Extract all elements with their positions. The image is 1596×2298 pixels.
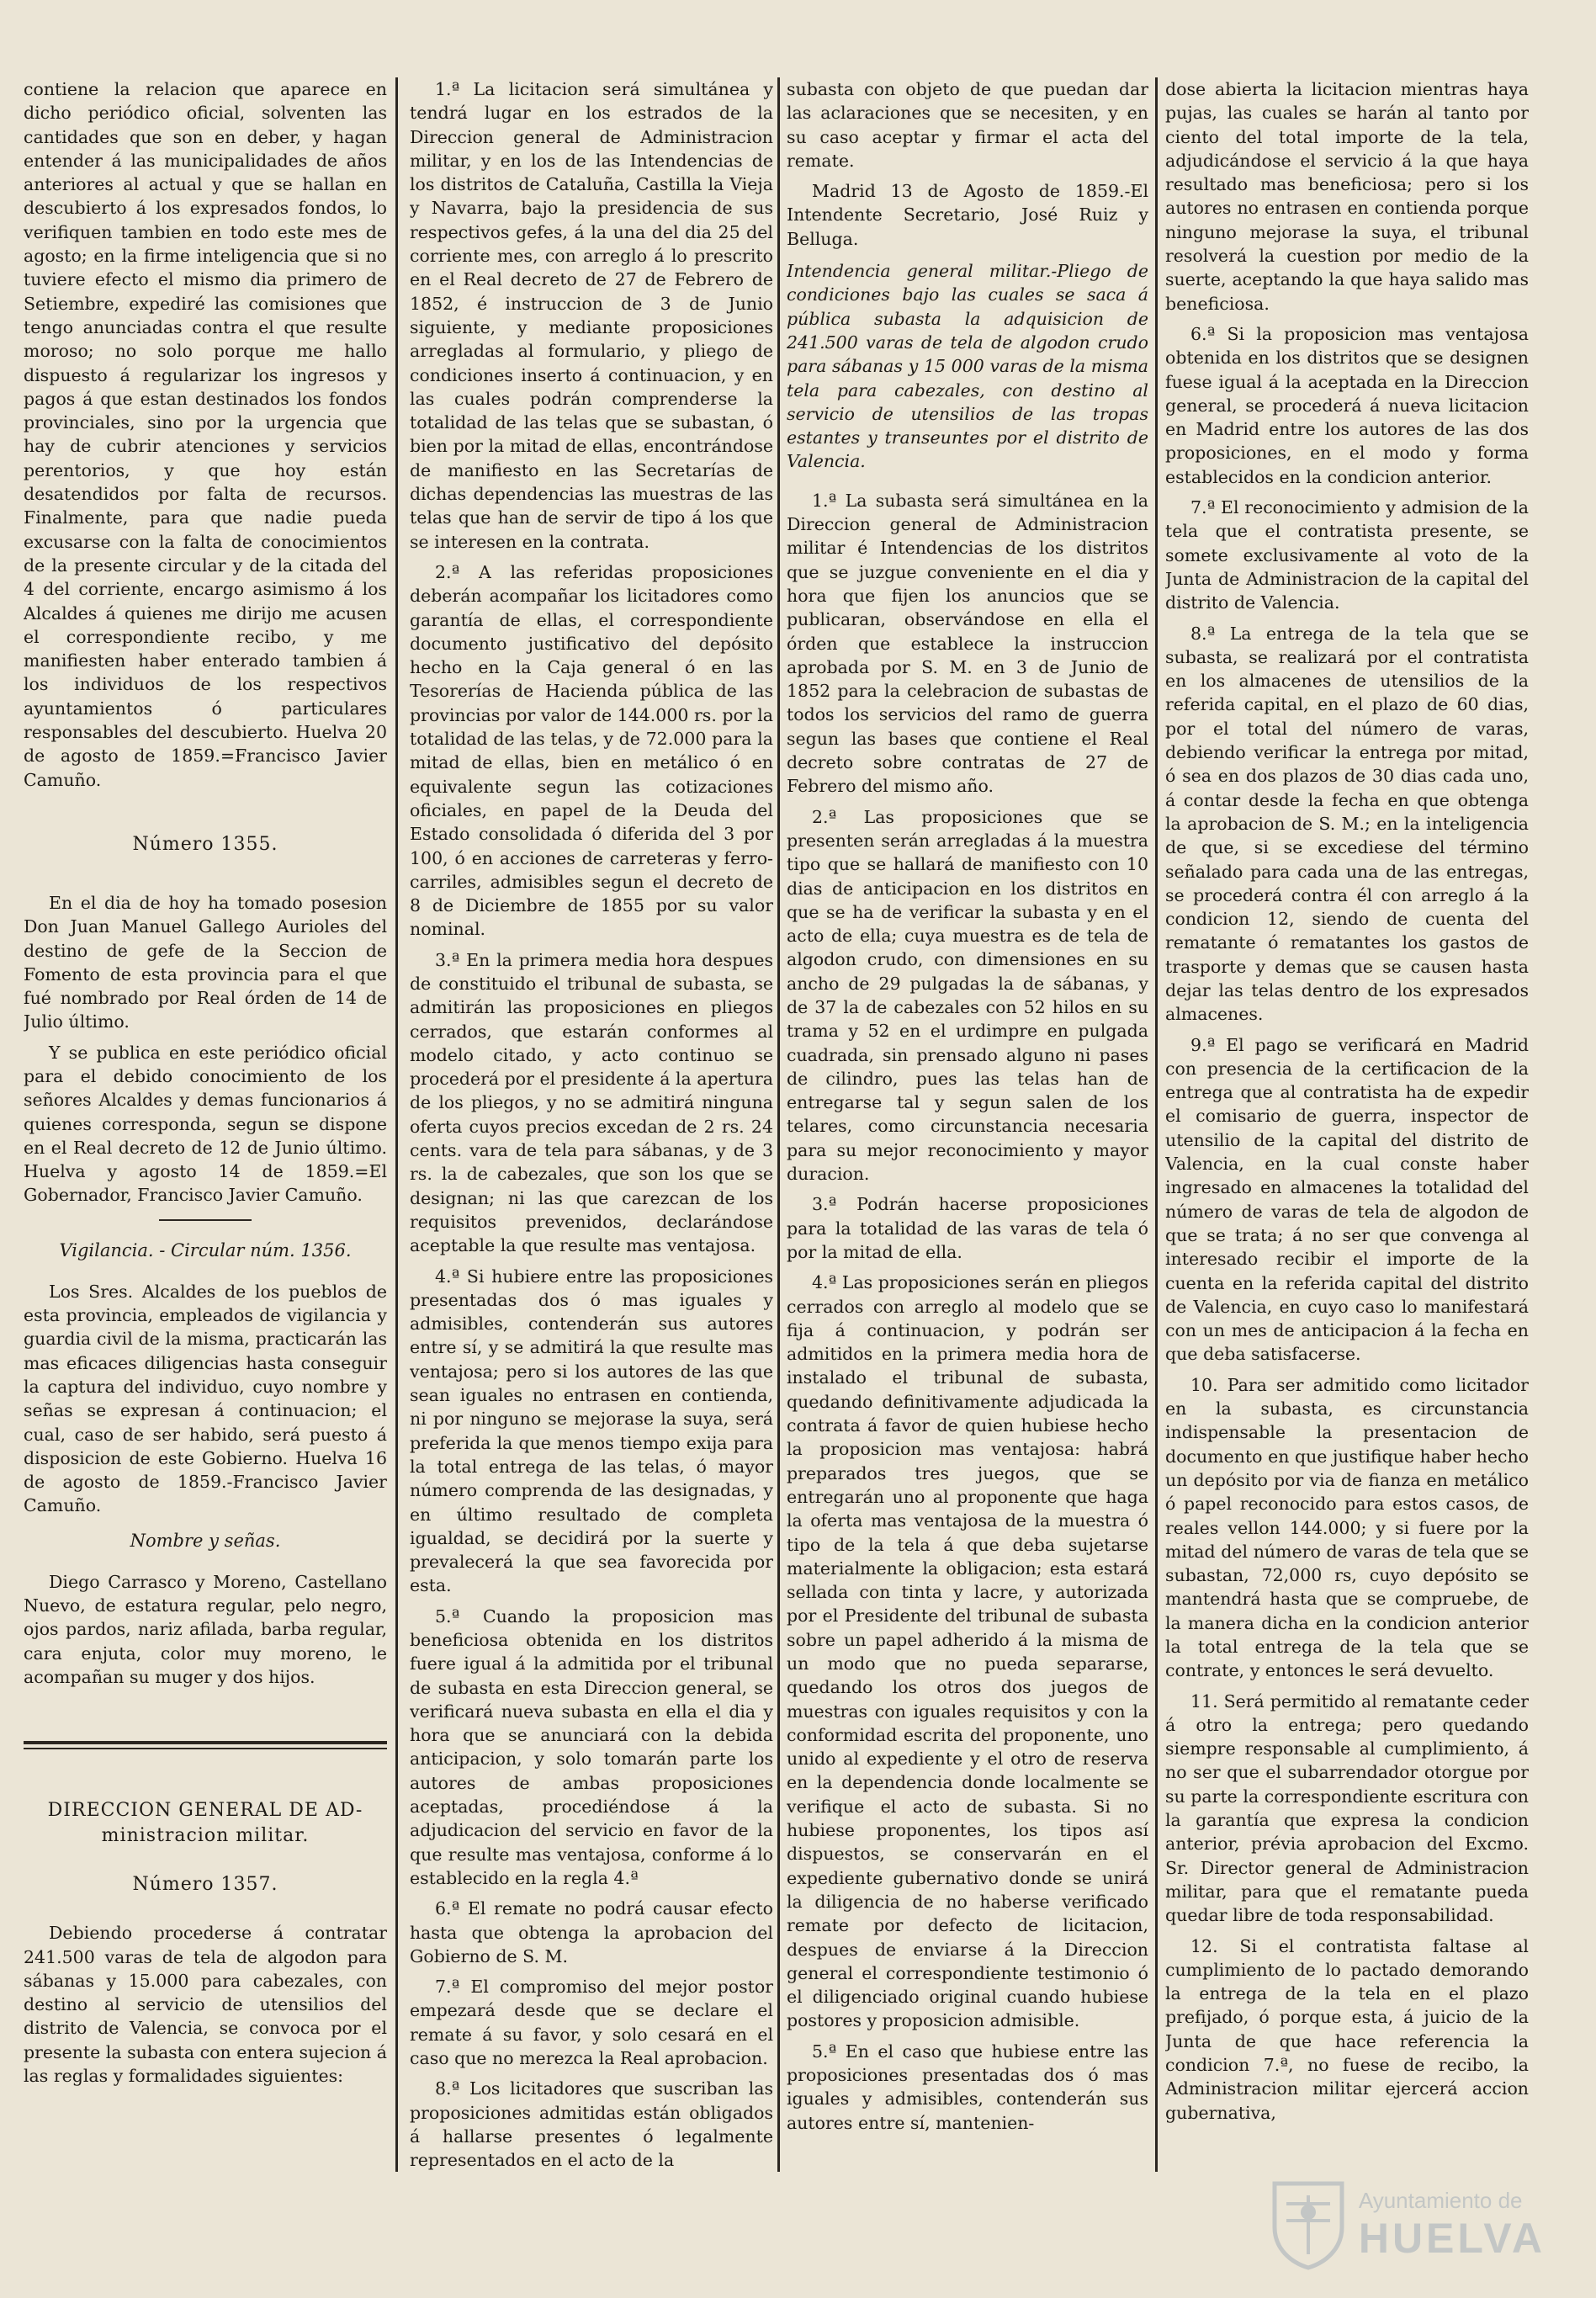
watermark xyxy=(1270,2179,1546,2271)
paragraph: Y se publica en este periódico oficial para el debido conocimiento de los señores Alcaldes y demas funcionarios á quienes corresponda, segun se dispone en el Real decreto de 12 de Junio último. Huelva y agosto 14 de 1859.=El Gobernador, Francisco Javier Camuño. xyxy=(24,1042,387,1206)
column-rule xyxy=(777,77,780,2172)
paragraph: 4.ª Las proposiciones serán en pliegos cerrados con arreglo al modelo que se fija á continuacion, y podrán ser admitidos en la primera media hora de instalado el tribunal de subasta, quedando definitivamente adjudicada la contrata á favor de quien hubiese hecho la proposicion mas ventajosa: habrá preparados tres juegos, que se entregarán uno al proponente que haga la oferta mas ventajosa de la muestra ó tipo de la tela á que deba sujetarse materialmente la obligacion; esta estará sellada con tinta y lacre, y autorizada por el Presidente del tribunal de subasta sobre un papel adherido á la misma de un modo que no pueda separarse, quedando los otros dos juegos de muestras con iguales requisitos y con la conformidad escrita del proponente, uno unido al expediente y el otro de reserva en la dependencia donde localmente se verifique el acto de subasta. Si no hubiese proponentes, los tipos así dispuestos, se conservarán en el expediente gubernativo donde se unirá la diligencia de no haberse verificado remate por defecto de licitacion, despues de enviarse á la Direccion general el correspondiente testimonio ó el diligenciado original cuando hubiese postores y proposicion admisible. xyxy=(787,1272,1148,2031)
paragraph: contiene la relacion que aparece en dicho periódico oficial, solventen las cantidades que son en deber, y hagan entender á las municipalidades de años anteriores al actual y que se hallan en descubierto á los expresados fondos, lo verifiquen tambien en todo este mes de agosto; en la firme inteligencia que si no tuviere efecto el mismo dia primero de Setiembre, expediré las comisiones que tengo anunciadas contra el que resulte moroso; no solo porque me hallo dispuesto á regularizar los ingresos y pagos á que estan destinados los fondos provinciales, sino por la urgencia que hay de cubrir atenciones y servicios perentorios, y que hoy están desatendidos por falta de recursos. Finalmente, para que nadie pueda excusarse con la falta de conocimientos de la presente circular y de la citada del 4 del corriente, encargo asimismo á los Alcaldes á quienes me dirijo me acusen el correspondiente recibo, y me manifiesten haber enterado tambien á los individuos de los respectivos ayuntamientos ó particulares responsables del descubierto. Huelva 20 de agosto de 1859.=Francisco Javier Camuño. xyxy=(24,79,387,790)
column-rule xyxy=(1155,77,1158,2172)
paragraph: 3.ª Podrán hacerse proposiciones para la totalidad de las varas de tela ó por la mitad de ella. xyxy=(787,1194,1148,1262)
watermark-text xyxy=(1359,2188,1546,2263)
double-divider xyxy=(24,1741,387,1749)
section-title-line1: DIRECCION GENERAL DE AD- xyxy=(47,1800,363,1822)
column-1 xyxy=(24,77,387,2172)
paragraph: Diego Carrasco y Moreno, Castellano Nuevo, de estatura regular, pelo negro, ojos pardos, nariz afilada, barba regular, cara enjuta, color muy moreno, le acompañan su muger y dos hijos. xyxy=(24,1571,387,1687)
paragraph: 4.ª Si hubiere entre las proposiciones presentadas dos ó mas iguales y admisibles, contenderán sus autores entre sí, y se admitirá la que resulte mas ventajosa; pero si los autores de las que sean iguales no entrasen en contienda, ni por ninguno se mejorase la suya, será preferida la que menos tiempo exija para la total entrega de las telas, ó mayor número comprenda de las designadas, y en último resultado de completa igualdad, se decidirá por la suerte y prevalecerá la que sea favorecida por esta. xyxy=(410,1266,773,1596)
coat-of-arms-icon xyxy=(1270,2179,1347,2271)
paragraph: subasta con objeto de que puedan dar las aclaraciones que se necesiten, y en su caso aceptar y firmar el acta del remate. xyxy=(787,79,1148,171)
column-4 xyxy=(1165,77,1529,2172)
paragraph: 1.ª La subasta será simultánea en la Direccion general de Administracion militar é Intendencias de los distritos que se juzgue conveniente en el dia y hora que fijen los anuncios que se publicaran, observándose en ella el órden que establece la instruccion aprobada por S. M. en 3 de Junio de 1852 para la celebracion de subastas de todos los servicios del ramo de guerra segun las bases que contiene el Real decreto sobre contratas de 27 de Febrero del mismo año. xyxy=(787,490,1148,797)
section-heading: Número 1355. xyxy=(132,833,278,855)
paragraph: 8.ª Los licitadores que suscriban las proposiciones admitidas están obligados á hallarse presentes ó legalmente representados en el acto de la xyxy=(410,2078,773,2171)
paragraph: 2.ª Las proposiciones que se presenten serán arregladas á la muestra tipo que se hallará de manifiesto con 10 dias de anticipacion en los distritos en que se ha de verificar la subasta y en el acto de ella; cuya muestra es de tela de algodon crudo, con dimensiones en su ancho de 29 pulgadas la de sábanas, y de 37 la de cabezales con 52 hilos en su trama y 52 en el urdimpre en pulgada cuadrada, sin prensado alguno ni pases de cilindro, pues las telas han de entregarse tal y segun salen de los telares, como circunstancia necesaria para su mejor reconocimiento y mayor duracion. xyxy=(787,806,1148,1185)
paragraph: 6.ª El remate no podrá causar efecto hasta que obtenga la aprobacion del Gobierno de S. M. xyxy=(410,1898,773,1966)
paragraph: 5.ª En el caso que hubiese entre las proposiciones presentadas dos ó mas iguales y admisibles, contenderán sus autores entre sí, mantenien- xyxy=(787,2041,1148,2133)
section-heading: Vigilancia. - Circular núm. 1356. xyxy=(59,1239,352,1260)
column-3 xyxy=(787,77,1148,2172)
section-title xyxy=(24,1798,387,1849)
paragraph: 5.ª Cuando la proposicion mas beneficiosa obtenida en los distritos fuere igual á la admitida por el tribunal de subasta en esta Direccion general, se verificará nueva subasta en ella el dia y hora que se anunciará con la debida anticipacion, y solo tomarán parte los autores de ambas proposiciones aceptadas, procediéndose á la adjudicacion del servicio en favor de la que resulte mas ventajosa, conforme á lo establecido en la regla 4.ª xyxy=(410,1605,773,1888)
paragraph: 9.ª El pago se verificará en Madrid con presencia de la certificacion de la entrega que al contratista ha de expedir el comisario de guerra, inspector de utensilio de la capital del distrito de Valencia, en la cual conste haber ingresado en almacenes la totalidad del número de varas de tela de algodon de que se trata; á no ser que convenga al interesado recibir el importe de la cuenta en la referida capital del distrito de Valencia, en cuyo caso lo manifestará con un mes de anticipacion á la fecha en que deba satisfacerse. xyxy=(1165,1034,1529,1365)
paragraph: 3.ª En la primera media hora despues de constituido el tribunal de subasta, se admitirán las proposiciones en pliegos cerrados, que estarán conformes al modelo citado, y acto continuo se procederá por el presidente á la apertura de los pliegos, y no se admitirá ninguna oferta cuyos precios excedan de 2 rs. 24 cents. vara de tela para sábanas, y de 3 rs. la de cabezales, que son los que se designan; ni las que carezcan de los requisitos prevenidos, declarándose aceptable la que resulte mas ventajosa. xyxy=(410,949,773,1256)
divider xyxy=(159,1219,252,1221)
paragraph: 6.ª Si la proposicion mas ventajosa obtenida en los distritos que se designen fuese igual á la aceptada en la Direccion general, se procederá á nueva licitacion en Madrid entre los autores de las dos proposiciones, en el modo y forma establecidos en la condicion anterior. xyxy=(1165,323,1529,487)
paragraph: 12. Si el contratista faltase al cumplimiento de lo pactado demorando la entrega de la tela en el plazo prefijado, ó porque esta, á juicio de la Junta de que hace referencia la condicion 7.ª, no fuese de recibo, la Administracion militar ejercerá accion gubernativa, xyxy=(1165,1935,1529,2123)
paragraph: 10. Para ser admitido como licitador en la subasta, es circunstancia indispensable la presentacion de documento en que justifique haber hecho un depósito por via de fianza en metálico ó papel reconocido para estos casos, de reales vellon 144.000; y si fuere por la mitad del número de varas de tela que se subastan, 72,000 rs, cuyo depósito se mantendrá hasta que se compruebe, de la manera dicha en la condicion anterior la total entrega de la tela que se contrate, y entonces le será devuelto. xyxy=(1165,1374,1529,1681)
watermark-line2: HUELVA xyxy=(1358,2214,1546,2262)
column-rule xyxy=(395,77,398,2172)
section-heading: Nombre y señas. xyxy=(130,1530,281,1551)
paragraph: 7.ª El reconocimiento y admision de la tela que el contratista presente, se somete exclusivamente al voto de la Junta de Administracion de la capital del distrito de Valencia. xyxy=(1165,497,1529,613)
document-title: Intendencia general militar.-Pliego de condiciones bajo las cuales se saca á pública subasta la adquisicion de 241.500 varas de tela de algodon crudo para sábanas y 15 000 varas de la misma tela para cabezales, con destino al servicio de utensilios de las tropas estantes y transeuntes por el distrito de Valencia. xyxy=(787,261,1148,472)
paragraph: En el dia de hoy ha tomado posesion Don Juan Manuel Gallego Aurioles del destino de gefe de la Seccion de Fomento de esta provincia para el que fué nombrado por Real órden de 14 de Julio último. xyxy=(24,892,387,1032)
paragraph: Madrid 13 de Agosto de 1859.-El Intendente Secretario, José Ruiz y Belluga. xyxy=(787,181,1148,249)
paragraph: dose abierta la licitacion mientras haya pujas, las cuales se harán al tanto por ciento del total importe de la tela, adjudicándose el servicio á la que haya resultado mas beneficiosa; pero si los autores no entrasen en contienda porque ninguno mejorase la suya, el tribunal resolverá la cuestion por medio de la suerte, aceptando la que haya salido mas beneficiosa. xyxy=(1165,79,1529,314)
paragraph: 8.ª La entrega de la tela que se subasta, se realizará por el contratista en los almacenes de utensilios de la referida capital, en el plazo de 60 dias, por el total del número de varas, debiendo verificar la entrega por mitad, ó sea en dos plazos de 30 dias cada uno, á contar desde la fecha en que obtenga la aprobacion de S. M.; en la inteligencia de que, si se excediese del término señalado para cada una de las entregas, se procederá contra él con arreglo á la condicion 12, siendo de cuenta del rematante ó rematantes los gastos de trasporte y demas que se causen hasta dejar las telas dentro de los expresados almacenes. xyxy=(1165,623,1529,1025)
watermark-line1: Ayuntamiento de xyxy=(1358,2187,1523,2213)
paragraph: 11. Será permitido al rematante ceder á otro la entrega; pero quedando siempre responsable al cumplimiento, á no ser que el subarrendador otorgue por su parte la correspondiente escritura con la garantía que expresa la condicion anterior, prévia aprobacion del Excmo. Sr. Director general de Administracion militar, para que el rematante pueda quedar libre de toda responsabilidad. xyxy=(1165,1690,1529,1926)
paragraph: 7.ª El compromiso del mejor postor empezará desde que se declare el remate á su favor, y solo cesará en el caso que no merezca la Real aprobacion. xyxy=(410,1977,773,2069)
section-title-line2: ministracion militar. xyxy=(101,1825,310,1847)
paragraph: 2.ª A las referidas proposiciones deberán acompañar los licitadores como garantía de ellas, el correspondiente documento justificativo del depósito hecho en la Caja general ó en las Tesorerías de Hacienda pública de las provincias por valor de 144.000 rs. por la totalidad de las telas, y de 72.000 para la mitad de ellas, bien en metálico ó en equivalente segun las cotizaciones oficiales, en papel de la Deuda del Estado consolidada ó diferida del 3 por 100, ó en acciones de carreteras y ferro-carriles, admisibles segun el decreto de 8 de Diciembre de 1855 por su valor nominal. xyxy=(410,561,773,940)
paragraph: Los Sres. Alcaldes de los pueblos de esta provincia, empleados de vigilancia y guardia civil de la misma, practicarán las mas eficaces diligencias hasta conseguir la captura del individuo, cuyo nombre y señas se expresan á continuacion; el cual, caso de ser habido, será puesto á disposicion de este Gobierno. Huelva 16 de agosto de 1859.-Francisco Javier Camuño. xyxy=(24,1281,387,1516)
section-heading: Número 1357. xyxy=(132,1874,278,1896)
paragraph: Debiendo procederse á contratar 241.500 varas de tela de algodon para sábanas y 15.000 para cabezales, con destino al servicio de utensilios del distrito de Valencia, se convoca por el presente la subasta con entera sujecion á las reglas y formalidades siguientes: xyxy=(24,1923,387,2086)
column-2 xyxy=(410,77,773,2172)
paragraph: 1.ª La licitacion será simultánea y tendrá lugar en los estrados de la Direccion general de Administracion militar, y en los de las Intendencias de los distritos de Cataluña, Castilla la Vieja y Navarra, bajo la presidencia de sus respectivos gefes, á la una del dia 25 del corriente mes, con arreglo á lo prescrito en el Real decreto de 27 de Febrero de 1852, é instruccion de 3 de Junio siguiente, y mediante proposiciones arregladas al formulario, y pliego de condiciones inserto á continuacion, y en las cuales podrán comprenderse la totalidad de las telas que se subastan, ó bien por la mitad de ellas, encontrándose de manifiesto en las Secretarías de dichas dependencias las muestras de las telas que han de servir de tipo á los que se interesen en la contrata. xyxy=(410,79,773,552)
